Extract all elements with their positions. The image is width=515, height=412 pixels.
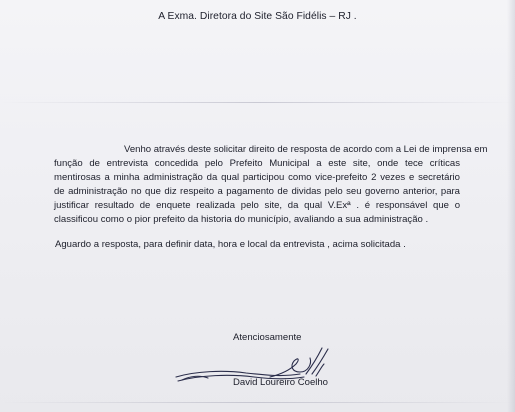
body-line: mentirosas a minha administração da qual participou como vice-prefeito 2 vezes e secretário <box>54 172 460 183</box>
body-line: de administração no que diz respeito a pagamento de dividas pelo seu governo anterior, para <box>54 186 460 197</box>
body-line: Venho através deste solicitar direito de resposta de acordo com a Lei de imprensa em <box>124 144 488 155</box>
body-line: função de entrevista concedida pelo Prefeito Municipal a este site, onde tece críticas <box>54 158 460 169</box>
paper-fold-line <box>0 102 515 103</box>
letter-addressee: A Exma. Diretora do Site São Fidélis – RJ . <box>158 11 357 22</box>
waiting-paragraph: Aguardo a resposta, para definir data, hora e local da entrevista , acima solicitada . <box>55 239 406 250</box>
body-line: justificar resultado de enquete realizada pelo site, da qual V.Exª . é responsável que o <box>54 200 460 211</box>
closing-salutation: Atenciosamente <box>233 332 302 343</box>
paper-fold-line <box>0 402 515 403</box>
paper-edge-shadow <box>507 0 515 412</box>
handwritten-signature <box>172 344 332 396</box>
body-line: classificou como o pior prefeito da historia do município, avaliando a sua administração . <box>54 214 429 225</box>
signer-name: David Loureiro Coelho <box>233 377 328 388</box>
